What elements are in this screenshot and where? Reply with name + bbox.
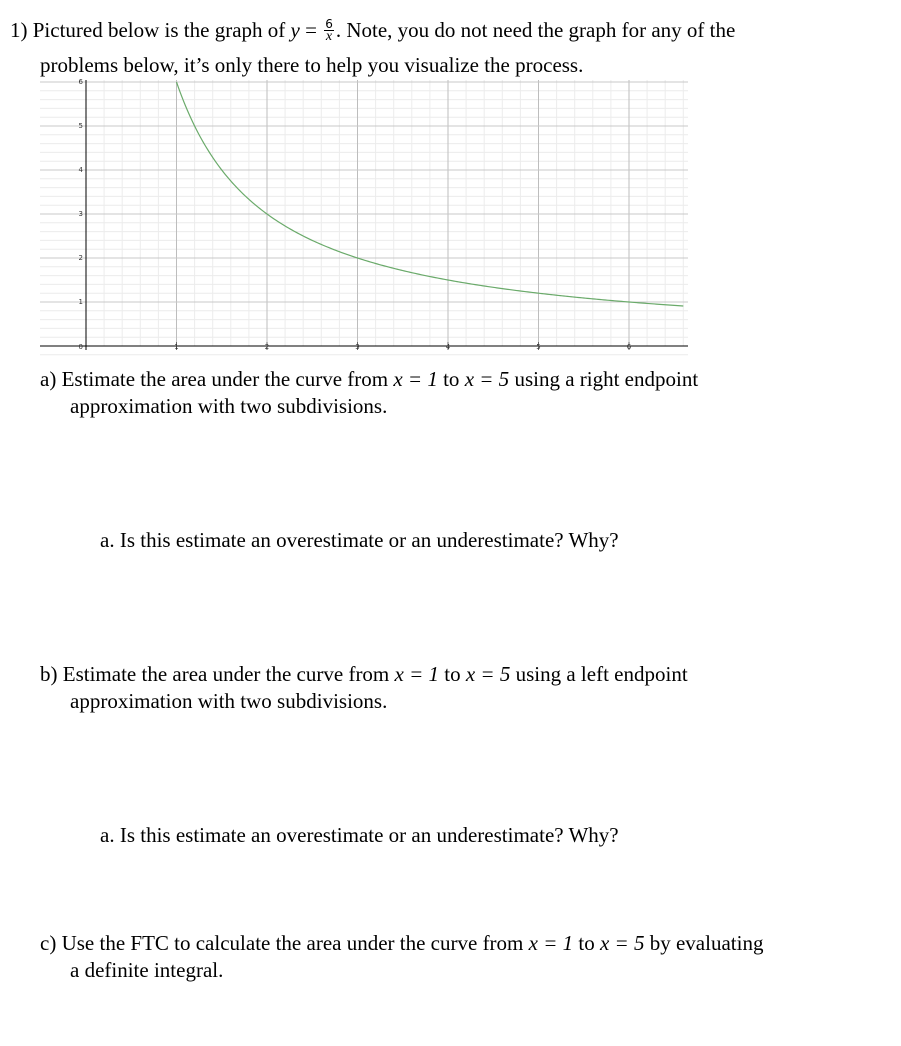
part-a-text-pre: Estimate the area under the curve from bbox=[61, 367, 389, 391]
part-c-label: c) bbox=[40, 931, 57, 955]
part-a-sub-text: Is this estimate an overestimate or an underestimate? Why? bbox=[119, 528, 619, 552]
y-tick-label: 3 bbox=[78, 210, 83, 218]
y-tick-label: 4 bbox=[78, 166, 83, 174]
fraction-6-over-x bbox=[324, 18, 334, 43]
part-a-sub bbox=[100, 527, 619, 553]
part-a-to: to bbox=[443, 367, 460, 391]
fraction-numerator: 6 bbox=[325, 16, 333, 31]
x-tick-label: 2 bbox=[264, 343, 270, 351]
part-c-to: to bbox=[578, 931, 595, 955]
x-tick-label: 5 bbox=[536, 343, 541, 351]
x-tick-label: 1 bbox=[174, 343, 179, 351]
part-c-eq2: x = 5 bbox=[599, 931, 645, 955]
part-c-eq1: x = 1 bbox=[528, 931, 574, 955]
intro-text-part1: Pictured below is the graph of bbox=[32, 18, 286, 42]
part-b-text-post: using a left endpoint bbox=[515, 662, 688, 686]
problem-intro-line1 bbox=[10, 17, 735, 45]
grid-minor bbox=[40, 80, 688, 355]
y-tick-label: 2 bbox=[78, 254, 83, 262]
part-b-line1 bbox=[40, 661, 688, 687]
part-c-text-post: by evaluating bbox=[649, 931, 764, 955]
y-tick-label: 5 bbox=[78, 122, 83, 130]
part-c-line1 bbox=[40, 930, 763, 956]
part-a-sub-label: a. bbox=[100, 528, 115, 552]
grid-major bbox=[40, 80, 688, 346]
part-b-sub-text: Is this estimate an overestimate or an underestimate? Why? bbox=[119, 823, 619, 847]
part-a-label: a) bbox=[40, 367, 57, 391]
part-c-line2: a definite integral. bbox=[70, 958, 224, 982]
equals-sign: = bbox=[305, 18, 317, 42]
problem-number: 1) bbox=[10, 18, 28, 42]
part-a-line2: approximation with two subdivisions. bbox=[70, 394, 388, 418]
problem-intro-line2: problems below, it’s only there to help you visualize the process. bbox=[40, 53, 584, 77]
part-a-text-post: using a right endpoint bbox=[514, 367, 699, 391]
y-tick-label: 1 bbox=[78, 298, 83, 306]
intro-text-part2: . Note, you do not need the graph for any of the bbox=[335, 18, 736, 42]
x-tick-label: 4 bbox=[445, 343, 451, 351]
y-variable: y bbox=[290, 18, 300, 42]
y-tick-label: 6 bbox=[78, 78, 83, 86]
part-b-sub-label: a. bbox=[100, 823, 115, 847]
function-graph bbox=[40, 76, 688, 356]
part-b-to: to bbox=[444, 662, 461, 686]
part-c-text-pre: Use the FTC to calculate the area under the curve from bbox=[61, 931, 524, 955]
part-a-eq1: x = 1 bbox=[393, 367, 438, 391]
part-a-line1 bbox=[40, 366, 698, 392]
part-a-eq2: x = 5 bbox=[464, 367, 510, 391]
part-b-line2: approximation with two subdivisions. bbox=[70, 689, 388, 713]
x-tick-label: 6 bbox=[626, 343, 632, 351]
part-b-eq2: x = 5 bbox=[465, 662, 511, 686]
origin-label: 0 bbox=[78, 343, 83, 351]
part-b-text-pre: Estimate the area under the curve from bbox=[62, 662, 390, 686]
x-tick-label: 3 bbox=[355, 343, 360, 351]
part-b-sub bbox=[100, 822, 619, 848]
part-b-eq1: x = 1 bbox=[394, 662, 440, 686]
fraction-denominator: x bbox=[325, 28, 333, 44]
part-b-label: b) bbox=[40, 662, 58, 686]
